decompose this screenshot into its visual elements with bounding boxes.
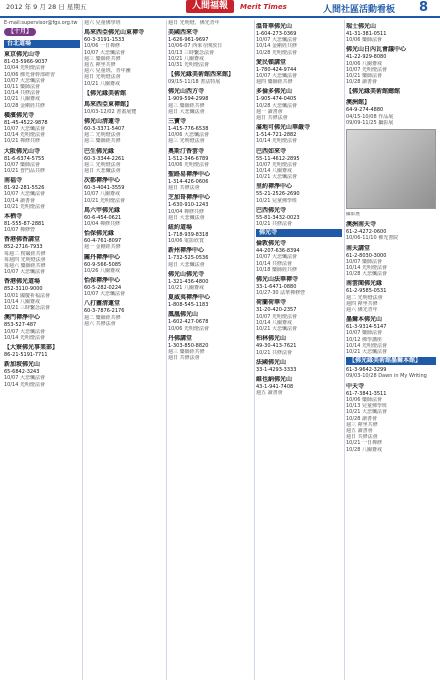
event-line: 10/07 大悲懺法會 xyxy=(4,126,45,133)
event-line: 週日 大悲懺法會 xyxy=(84,168,121,175)
venue-name: 巴生佛光緣 xyxy=(84,147,115,155)
event-line: 10/21 共修法會 xyxy=(256,221,292,228)
event-line: 10/26 八關齋戒 xyxy=(84,267,120,274)
event-line: 10/21 八關齋戒 xyxy=(168,285,204,292)
venue-phone: 31-20-420-2357 xyxy=(256,307,297,314)
venue-name: 多倫多佛光山 xyxy=(256,88,293,96)
event-line: 10/28 光明燈法會 xyxy=(256,49,297,56)
venue-name: 瑞士佛光山 xyxy=(346,23,377,30)
event-line: 10/06 大悲懺法會 xyxy=(168,132,209,139)
event-line: 週日 共修法會 xyxy=(256,115,288,122)
section-banner: 【佛光緣美術館墨爾本館】 xyxy=(346,357,436,365)
event-line: 10/07 光明燈法會 xyxy=(256,161,297,168)
venue-name: 南天講堂 xyxy=(346,244,371,252)
event-line: 10/07 大悲懺法會 xyxy=(84,291,125,298)
event-line: 週五 禪坐共修 xyxy=(84,62,116,69)
venue-phone: 55-21-2526-2690 xyxy=(256,191,300,198)
venue-phone: 49-30-413-7621 xyxy=(256,343,297,350)
masthead-logo: 人間福報 xyxy=(186,0,234,13)
venue-phone: 1-602-427-0678 xyxy=(168,319,209,326)
venue-name: 【佛光緣美術館 xyxy=(84,89,127,97)
venue-phone: 61-2-4272-0600 xyxy=(346,229,387,236)
venue-name: 佛光山日內瓦會議中心 xyxy=(346,46,407,54)
venue-name: 澳洲館】 xyxy=(346,99,371,107)
venue-phone: 61-7-3841-3511 xyxy=(346,390,387,397)
event-line: 10/28 大悲懺法會 xyxy=(256,102,297,109)
venue-name: 里約禪淨中心 xyxy=(256,183,293,191)
event-line: 10/14 金剛經共修 xyxy=(256,43,297,50)
event-line: 週二 光明燈法會 xyxy=(346,294,383,301)
event-line: 10/21 大悲懺法會 xyxy=(256,174,297,181)
event-line: 每週二 楞嚴經共修 xyxy=(4,250,46,257)
event-line: 10/11 藥師法會 xyxy=(4,84,40,91)
venue-name: 佛光山清蓮寺 xyxy=(84,118,121,126)
event-line: 週日 光明燈法會 xyxy=(84,74,121,81)
venue-phone: 853-527-487 xyxy=(4,322,37,329)
venue-name: 馬來西亞東禪館】 xyxy=(84,100,133,108)
venue-phone: 1-718-939-8318 xyxy=(168,232,209,239)
venue-name: 【佛光緣美術館總館 xyxy=(346,88,401,96)
event-line: 10/28 讀書會 xyxy=(346,415,377,422)
event-line: 10/21 禪修共修 xyxy=(4,138,40,145)
event-line: 10/14 光明燈法會 xyxy=(4,334,45,341)
venue-name: 本栖寺 xyxy=(4,213,23,221)
venue-phone: 86-21-5191-7711 xyxy=(4,351,48,358)
venue-name: 佛光山佛光寺 xyxy=(168,270,205,278)
venue-phone: 61-3-9642-3299 xyxy=(346,367,387,374)
venue-phone: 852-2716-7933 xyxy=(4,244,43,251)
venue-phone: 41-31-381-0511 xyxy=(346,31,387,37)
venue-phone: 1-514-721-2882 xyxy=(256,132,297,139)
event-line: 10/07 大悲懺法會 xyxy=(4,191,45,198)
venue-name: 丹佛講堂 xyxy=(168,334,193,342)
event-line: 10/07 八關齋戒 xyxy=(84,191,120,198)
venue-name: 荷蘭荷華寺 xyxy=(256,299,287,307)
event-line: 10/21 三時繫念法會 xyxy=(4,305,50,312)
venue-name: 次都禪淨中心 xyxy=(84,177,121,185)
event-line: 10/12 佛學講座 xyxy=(346,336,382,343)
event-line: 10/06 八關齋戒 xyxy=(346,60,382,67)
venue-name: 夏威夷禪淨中心 xyxy=(168,294,211,302)
column-divider xyxy=(344,20,345,680)
event-line: 10/13 三時繫念法會 xyxy=(168,49,214,56)
venue-name: 新加坡佛光山 xyxy=(4,361,41,369)
venue-phone: 1-604-273-0369 xyxy=(256,31,297,37)
event-line: 週四 禪坐共修 xyxy=(346,300,378,307)
venue-phone: 33-1-4293-3333 xyxy=(256,366,297,373)
event-line: 10/03-12/02 書畫展覽 xyxy=(84,108,137,115)
event-line: 10/06 藥師法會 xyxy=(346,396,382,403)
event-line: 週日 共修法會 xyxy=(168,185,200,192)
venue-name: 三寶寺 xyxy=(168,118,187,126)
venue-name: 南雲聞佛光緣 xyxy=(346,280,383,288)
column-2 xyxy=(84,20,164,680)
venue-name: 【大寮佛光事業部】 xyxy=(4,343,59,351)
venue-name: 【佛光緣美術館西來館】 xyxy=(168,71,235,79)
event-line: 週三 藥師經共修 xyxy=(168,349,205,356)
event-line: 週三 禪坐共修 xyxy=(346,421,378,428)
venue-phone: 33-1-6471-0880 xyxy=(256,284,297,291)
venue-name: 馬六甲佛光緣 xyxy=(84,206,121,214)
event-line: 10/21 一日禪修 xyxy=(346,440,382,447)
exhibit-photo xyxy=(346,129,436,209)
event-line: 10/14 共修法會 xyxy=(4,90,40,97)
venue-name: 芝加哥禪淨中心 xyxy=(168,194,211,202)
event-line: 10/06 光明燈法會 xyxy=(168,161,209,168)
event-line: 週日 共修法會 xyxy=(346,434,378,441)
venue-phone: 81-6-6374-5755 xyxy=(4,155,45,162)
venue-name: 溫哥華佛光山 xyxy=(256,23,293,30)
venue-phone: 1-303-850-8820 xyxy=(168,342,209,349)
event-line: 10/21 光明燈法會 xyxy=(4,203,45,210)
event-line: 週日 光明燈、佛光青年 xyxy=(168,20,220,26)
event-line: 09/15-11/18 書法特展 xyxy=(168,79,221,86)
event-line: 10/07 大悲懺法會 xyxy=(4,375,45,382)
venue-phone: 60-3-3371-5407 xyxy=(84,126,125,133)
event-line: 10/28 大悲懺法會 xyxy=(346,271,387,278)
venue-phone: 1-780-424-9744 xyxy=(256,66,297,73)
event-line: 10/14 光明燈法會 xyxy=(4,381,45,388)
event-line: 10/07 藥師法會 xyxy=(346,258,382,265)
event-line: 10/14 共修法會 xyxy=(256,260,292,267)
venue-name: 維也納佛光山 xyxy=(256,375,293,383)
event-line: 10/04 禪修共修 xyxy=(84,221,120,228)
event-line: E-mail:supervisor@fgs.org.tw xyxy=(4,20,78,26)
venue-phone: 1-321-436-4800 xyxy=(168,278,209,285)
event-line: 10/07 大悲懺法會 xyxy=(4,77,45,84)
event-line: 10/14 八關齋戒 xyxy=(4,298,40,305)
event-line: 10/07 大悲懺法會 xyxy=(256,254,297,261)
venue-phone: 1-626-961-9697 xyxy=(168,37,209,44)
venue-name: 墨爾本佛光山 xyxy=(346,316,383,324)
event-line: 週二 光明燈法會 xyxy=(84,132,121,139)
event-line: 10/21 光明燈法會 xyxy=(84,197,125,204)
event-line: 10/07 藥師法會 xyxy=(4,161,40,168)
venue-phone: 55-81-3432-0023 xyxy=(256,214,300,221)
venue-phone: 60-6-454-0621 xyxy=(84,214,122,221)
event-line: 週日 大悲懺法會 xyxy=(168,261,205,268)
venue-name: 滿地可佛光山華嚴寺 xyxy=(256,124,311,132)
column-4 xyxy=(256,20,342,680)
event-line: 週六 共修法會 xyxy=(84,320,116,327)
event-line: 10/06 藥師法會 xyxy=(346,37,382,44)
event-line: 10/01 國慶祈福法會 xyxy=(4,292,50,299)
event-line: 10/06-07 西來寺開放日 xyxy=(168,43,223,50)
venue-name: 新州禪淨中心 xyxy=(168,247,205,255)
venue-phone: 61-3-9314-5147 xyxy=(346,324,387,331)
event-line: 10/21 普門品共修 xyxy=(4,168,45,175)
event-line: 10/21 藥師法會 xyxy=(346,73,382,80)
event-line: 週一 金剛經共修 xyxy=(84,244,121,251)
event-line: 週三 藥師經共修 xyxy=(84,55,121,62)
event-line: 10/31 光明燈法會 xyxy=(168,62,209,69)
event-line: 10/04 禪修共修 xyxy=(168,208,204,215)
section-banner: 台北道場 xyxy=(4,40,80,48)
venue-phone: 60-3-3191-1533 xyxy=(84,37,125,44)
event-line: 10/14 光明燈法會 xyxy=(346,265,387,272)
event-line: 週日 大悲懺法會 xyxy=(168,108,205,115)
event-line: 10/07 禪修營 xyxy=(4,227,35,234)
venue-name: 怡保禪淨中心 xyxy=(84,277,121,285)
event-line: 週六 兒童班、青年團 xyxy=(84,68,131,75)
event-line: 週五 讀書會 xyxy=(346,427,373,434)
event-line: 10/28 讀書會 xyxy=(346,79,377,86)
event-line: 10/27-30 法華禪修營 xyxy=(256,290,306,297)
venue-name: 美國西來寺 xyxy=(168,29,199,37)
column-divider xyxy=(254,20,255,680)
venue-phone: 43-1-941-7408 xyxy=(256,383,294,390)
event-line: 週日 共修法會 xyxy=(168,355,200,362)
venue-name: 法國佛光山 xyxy=(256,358,287,366)
event-line: 10/07 藥師法會 xyxy=(346,330,382,337)
event-line: 10/18 藥師經共修 xyxy=(256,266,297,273)
event-line: 每週四 光明燈法會 xyxy=(4,256,46,263)
event-line: 10/07 大悲懺法會 xyxy=(256,73,297,80)
venue-phone: 60-3-3344-2261 xyxy=(84,155,125,162)
venue-phone: 1-314-426-0606 xyxy=(168,179,209,186)
venue-name: 八打靈清蓮堂 xyxy=(84,300,121,308)
venue-phone: 81-45-4522-9878 xyxy=(4,119,48,126)
section-title: 人間社區活動看板 xyxy=(323,5,396,15)
issue-date: 2012 年 9 月 28 日 星期五 xyxy=(6,3,87,11)
event-line: 10/06 佛光會幹部研習 xyxy=(4,71,55,78)
venue-phone: 60-3-7876-2176 xyxy=(84,308,125,315)
venue-phone: 60-5-282-0224 xyxy=(84,285,122,292)
event-line: 週三 藥師經共修 xyxy=(168,102,205,109)
venue-phone: 852-3110-9000 xyxy=(4,286,43,293)
venue-name: 馬來西亞佛光山東禪寺 xyxy=(84,29,145,37)
event-line: 10/21 大悲懺法會 xyxy=(346,409,387,416)
event-line: 10/13 兒童佛學班 xyxy=(346,403,387,410)
venue-name: 鳳凰佛光山 xyxy=(168,311,199,319)
event-line: 09/09-11/25 攝影展 xyxy=(346,119,394,126)
venue-name: 愛民頓講堂 xyxy=(256,58,287,66)
venue-phone: 61-2-8030-3000 xyxy=(346,252,387,259)
venue-name: 柏林佛光山 xyxy=(256,335,287,343)
event-line: 10/21 八關齋戒 xyxy=(168,55,204,62)
venue-name: 香港佛香講堂 xyxy=(4,236,41,244)
venue-phone: 44-207-636-8394 xyxy=(256,248,300,255)
photo-caption: 攝影展 xyxy=(346,212,360,218)
event-line: 10/07 大悲懺法會 xyxy=(4,269,45,276)
event-line: 10/21 兒童佛學班 xyxy=(256,197,297,204)
venue-name: 倫敦佛光寺 xyxy=(256,240,287,248)
event-line: 週二 藥師經共修 xyxy=(84,314,121,321)
event-line: 10/07 大悲懺法會 xyxy=(256,37,297,44)
venue-phone: 1-512-346-6789 xyxy=(168,155,209,162)
column-5 xyxy=(346,20,436,680)
event-line: 10/14 讀書會 xyxy=(4,197,35,204)
month-label: 【十月】 xyxy=(4,28,36,36)
event-line: 週五 讀書會 xyxy=(256,390,283,397)
event-line: 10/14 光明燈法會 xyxy=(4,132,45,139)
venue-name: 巴西如來寺 xyxy=(256,147,287,155)
event-line: 10/14 光明燈法會 xyxy=(256,138,297,145)
venue-name: 紐約道場 xyxy=(168,224,193,232)
column-1 xyxy=(4,20,80,680)
venue-phone: 61-2-9585-0531 xyxy=(346,288,387,295)
venue-phone: 1-808-545-1183 xyxy=(168,302,209,309)
event-line: 09/03-10/28 Dawn in My Writing xyxy=(346,373,427,380)
venue-name: 關丹禪淨中心 xyxy=(84,253,121,261)
event-line: 週一 讀書會 xyxy=(256,108,283,115)
venue-phone: 60-4-761-8097 xyxy=(84,238,122,245)
event-line: 10/21 共修法會 xyxy=(256,349,292,356)
venue-phone: 1-732-525-0536 xyxy=(168,255,209,262)
venue-name: 佛光山西方寺 xyxy=(168,88,205,96)
venue-name: 南福寺 xyxy=(4,177,23,185)
event-line: 10/06-11/10 佛光書院 xyxy=(346,235,399,242)
event-line: 週三 光明燈法會 xyxy=(168,138,205,145)
venue-phone: 1-415-776-6538 xyxy=(168,126,209,133)
event-line: 10/21 八關齋戒 xyxy=(84,80,120,87)
event-line: 週日 大悲懺法會 xyxy=(168,214,205,221)
event-line: 週四 藥師經共修 xyxy=(256,79,293,86)
event-line: 10/04 光明燈法會 xyxy=(4,65,45,72)
venue-name: 香港佛光道場 xyxy=(4,278,41,286)
venue-phone: 41-22-929-8080 xyxy=(346,54,387,61)
event-line: 10/06 光明燈法會 xyxy=(168,325,209,332)
section-banner: 佛光寺 xyxy=(256,229,342,237)
event-line: 週三 藥師經共修 xyxy=(84,138,121,145)
event-line: 10/07 大悲懺法會 xyxy=(4,328,45,335)
event-line: 10/28 八關齋戒 xyxy=(346,446,382,453)
venue-phone: 65-6842-3243 xyxy=(4,369,40,376)
event-line: 10/14 八關齋戒 xyxy=(256,319,292,326)
venue-name: 橫濱佛光寺 xyxy=(4,111,35,119)
column-3 xyxy=(168,20,252,680)
venue-name: 奧斯汀香雲寺 xyxy=(168,147,205,155)
venue-name: 中天寺 xyxy=(346,382,365,390)
venue-phone: 60-9-566-5085 xyxy=(84,261,122,268)
event-line: 週六 兒童佛學班 xyxy=(84,20,121,26)
event-line: 10/06 一日禪修 xyxy=(84,43,120,50)
masthead-english: Merit Times xyxy=(240,3,287,11)
venue-phone: 55-11-4612-2895 xyxy=(256,155,300,162)
event-line: 10/14 八關齋戒 xyxy=(256,168,292,175)
column-divider xyxy=(82,20,83,680)
venue-phone: 81-03-5966-9037 xyxy=(4,59,48,66)
venue-name: 大阪佛光山寺 xyxy=(4,147,41,155)
event-line: 10/28 金剛經共修 xyxy=(4,102,45,109)
event-line: 週六 佛光青年 xyxy=(346,307,378,314)
event-line: 10/06 電影欣賞 xyxy=(168,238,204,245)
event-line: 10/07 大悲懺法會 xyxy=(84,49,125,56)
page-number: 8 xyxy=(419,0,429,15)
venue-phone: 60-3-4041-3559 xyxy=(84,185,125,192)
event-line: 04/15-10/08 作品展 xyxy=(346,113,394,120)
venue-phone: 1-905-474-0405 xyxy=(256,96,297,103)
venue-name: 澳洲南天寺 xyxy=(346,221,377,229)
event-line: 10/21 八關齋戒 xyxy=(4,96,40,103)
venue-name: 聖路易禪淨中心 xyxy=(168,171,211,179)
event-line: 每週六 藥師經共修 xyxy=(4,263,46,270)
venue-name: 佛光山法華禪寺 xyxy=(256,276,299,284)
venue-phone: 1-909-594-2998 xyxy=(168,96,209,103)
venue-name: 怡保佛光緣 xyxy=(84,230,115,238)
venue-name: 巴西佛光寺 xyxy=(256,206,287,214)
venue-phone: 1-630-910-1243 xyxy=(168,202,209,209)
column-divider xyxy=(166,20,167,680)
venue-name: 澳門禪淨中心 xyxy=(4,314,41,322)
venue-phone: 81-555-87-2881 xyxy=(4,221,45,228)
page-header xyxy=(0,0,440,18)
venue-phone: 81-92-281-5526 xyxy=(4,185,45,192)
venue-phone: 64-9-274-4880 xyxy=(346,107,384,114)
event-line: 10/07 光明燈法會 xyxy=(346,66,387,73)
event-line: 10/14 光明燈法會 xyxy=(346,342,387,349)
event-line: 10/21 大悲懺法會 xyxy=(346,349,387,356)
event-line: 10/21 大悲懺法會 xyxy=(256,326,297,333)
event-line: 週三 光明燈法會 xyxy=(84,161,121,168)
venue-name: 東京佛光山寺 xyxy=(4,51,41,59)
event-line: 10/07 光明燈法會 xyxy=(256,313,297,320)
